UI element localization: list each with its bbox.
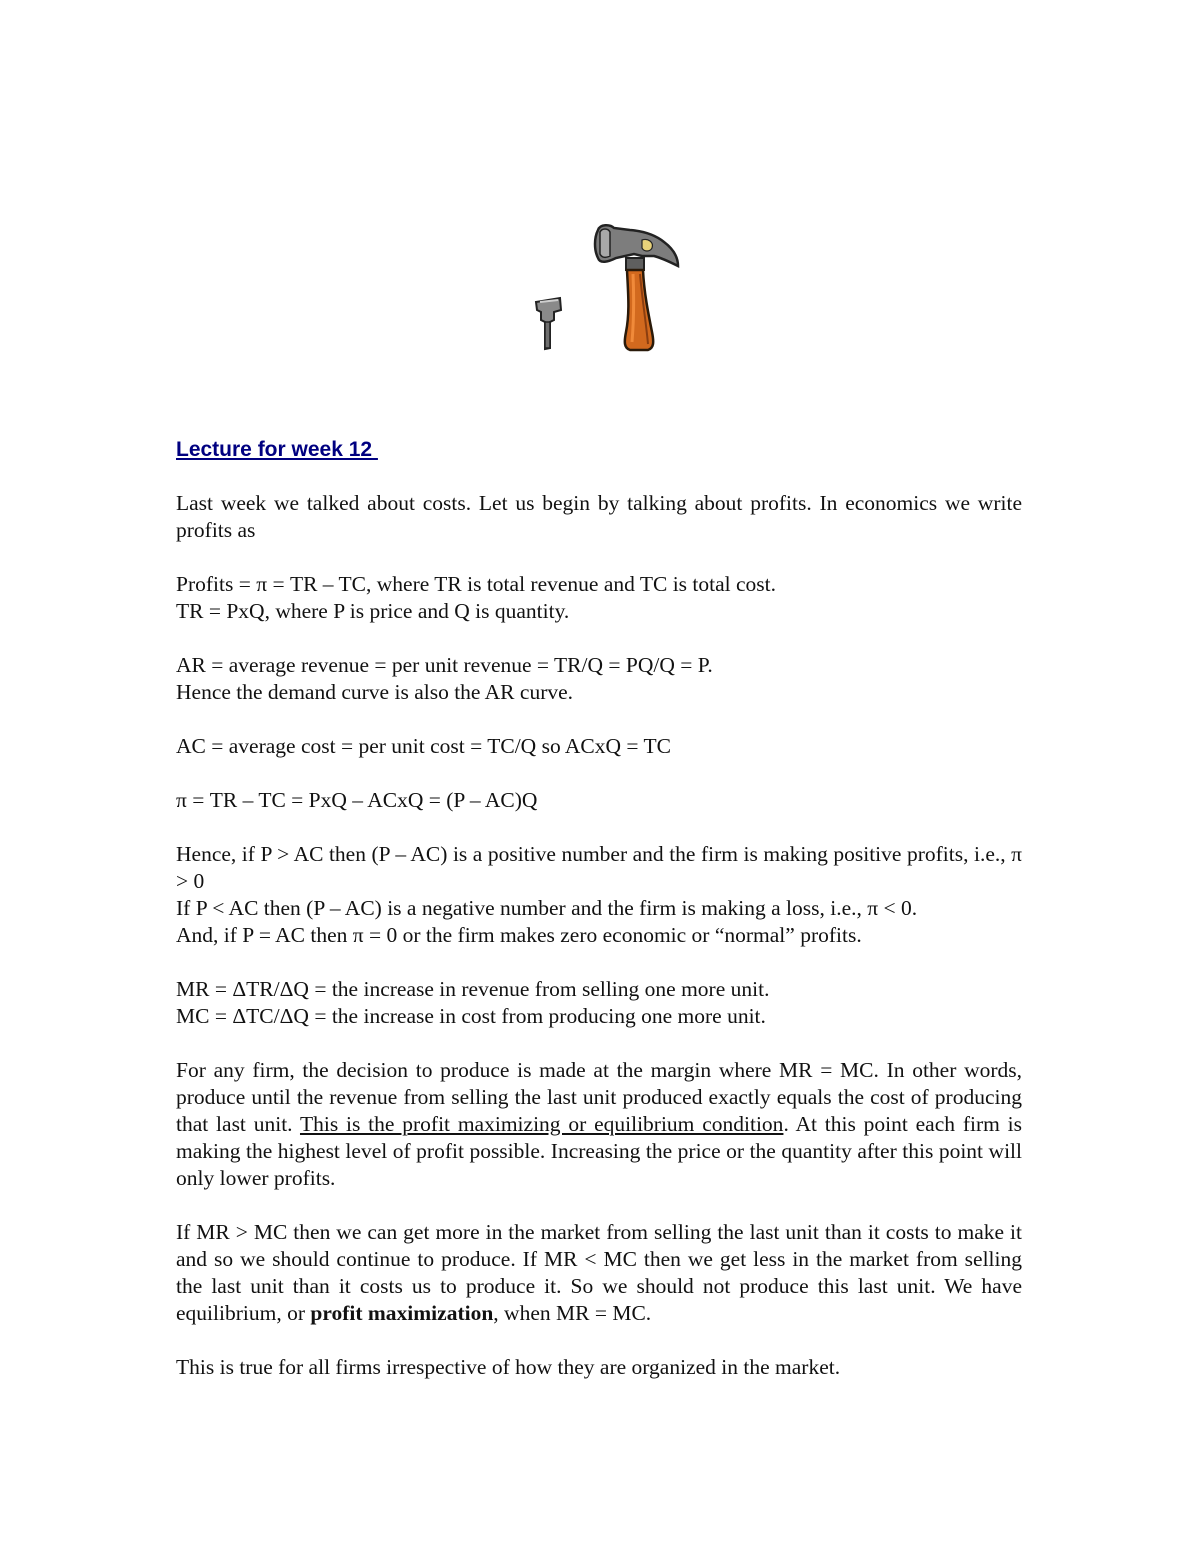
average-cost-definition: AC = average cost = per unit cost = TC/Q so ACxQ = TC xyxy=(176,734,671,758)
profit-maximization-term: profit maximization xyxy=(310,1301,494,1325)
profit-cases xyxy=(176,841,1022,949)
positive-profit-case: Hence, if P > AC then (P – AC) is a positive number and the firm is making positive profits, i.e., π > 0 xyxy=(176,842,1022,893)
decision-text: For any firm, the decision to produce is made at the margin where MR = MC. In other words, produce until the revenue from selling the last unit produced exactly equals the cost of producing that last unit. xyxy=(176,1058,1022,1136)
profits-formula: Profits = π = TR – TC, where TR is total revenue and TC is total cost. xyxy=(176,572,777,596)
comparison-text-end: , when MR = MC. xyxy=(493,1301,652,1325)
total-revenue-formula: TR = PxQ, where P is price and Q is quantity. xyxy=(176,599,570,623)
hammer-icon xyxy=(595,225,678,350)
hammer-and-nail-icon xyxy=(530,222,690,357)
decision-text-end: . At this point each firm is making the highest level of profit possible. Increasing the price or the quantity after this point will only lower profits. xyxy=(176,1112,1023,1190)
comparison-text: If MR > MC then we can get more in the market from selling the last unit than it costs to make it and so we should continue to produce. If MR < MC then we get less in the market from selling the last unit than it costs us to produce it. So we should not produce this last unit. We have equilibrium, or xyxy=(176,1220,1022,1325)
average-revenue-definition xyxy=(176,652,1022,706)
marginal-cost-formula: MC = ΔTC/ΔQ = the increase in cost from producing one more unit. xyxy=(176,1004,766,1028)
comparison-paragraph xyxy=(176,1219,1022,1327)
average-revenue-formula: AR = average revenue = per unit revenue = TR/Q = PQ/Q = P. xyxy=(176,653,713,677)
lecture-content xyxy=(176,436,1022,1381)
closing-paragraph: This is true for all firms irrespective of how they are organized in the market. xyxy=(176,1355,841,1379)
loss-case: If P < AC then (P – AC) is a negative number and the firm is making a loss, i.e., π < 0. xyxy=(176,896,918,920)
demand-curve-note: Hence the demand curve is also the AR curve. xyxy=(176,680,574,704)
nail-icon xyxy=(536,298,561,349)
profit-equation: π = TR – TC = PxQ – ACxQ = (P – AC)Q xyxy=(176,788,538,812)
decision-paragraph xyxy=(176,1057,1022,1192)
equilibrium-condition-text: This is the profit maximizing or equilibrium condition xyxy=(299,1112,784,1136)
marginal-definitions xyxy=(176,976,1022,1030)
normal-profit-case: And, if P = AC then π = 0 or the firm makes zero economic or “normal” profits. xyxy=(176,923,862,947)
marginal-revenue-formula: MR = ΔTR/ΔQ = the increase in revenue from selling one more unit. xyxy=(176,977,770,1001)
intro-paragraph: Last week we talked about costs. Let us begin by talking about profits. In economics we write profits as xyxy=(176,491,1022,542)
lecture-title: Lecture for week 12 xyxy=(176,438,378,461)
profits-definition xyxy=(176,571,1022,625)
